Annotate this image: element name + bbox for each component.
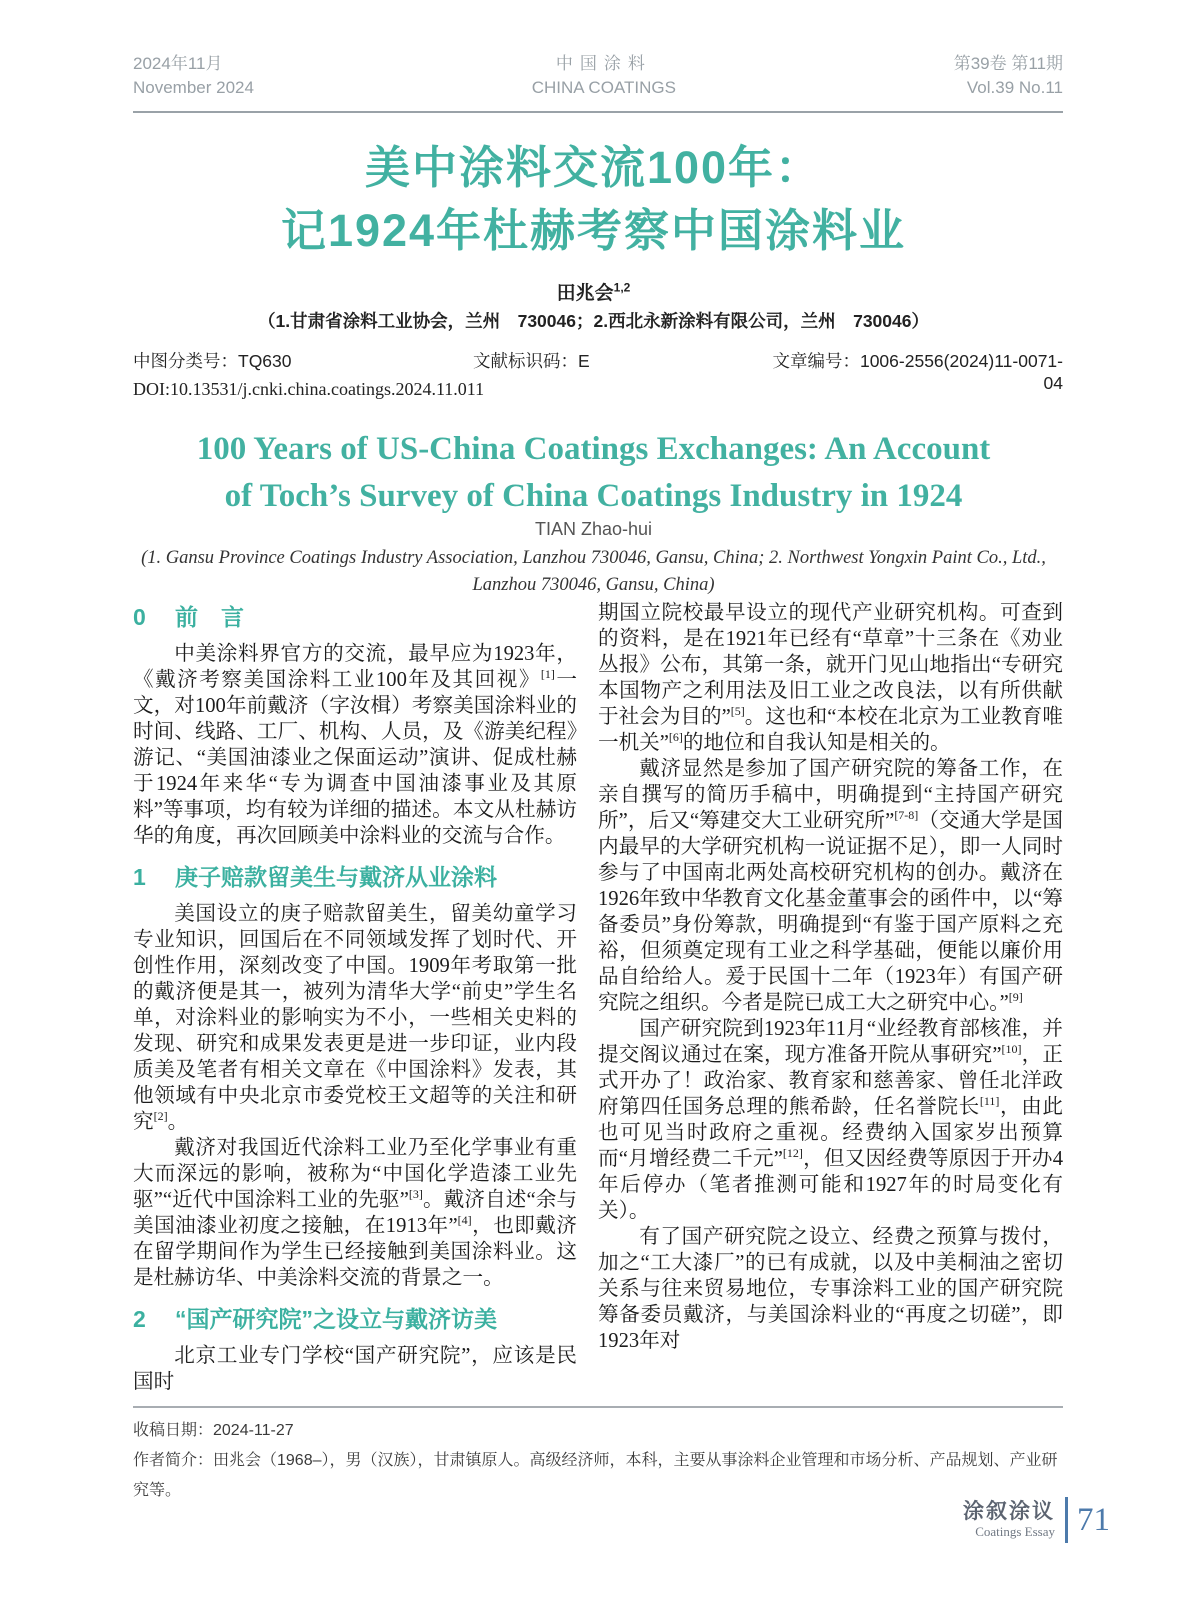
section-number: 1 xyxy=(133,864,146,890)
paragraph: 戴济对我国近代涂料工业乃至化学事业有重大而深远的影响，被称为“中国化学造漆工业先驱”“近代中国涂料工业的先驱”[3]。戴济自述“余与美国油漆业初度之接触，在1913年”[4]，也即戴济在留学期间作为学生已经接触到美国涂料业。这是杜赫访华、中美涂料交流的背景之一。 xyxy=(133,1137,578,1289)
article-title-cn-line1: 美中涂料交流100年： xyxy=(364,142,823,193)
paragraph: 美国设立的庚子赔款留美生，留美幼童学习专业知识，回国后在不同领域发挥了划时代、开创性作用，深刻改变了中国。1909年考取第一批的戴济便是其一，被列为清华大学“前史”学生名单，对涂料业的影响实为不小，一些相关史料的发现、研究和成果发表更是进一步印证，业内段质美及笔者有相关文章在《中国涂料》发表，其他领域有中央北京市委党校王文超等的关注和研究[2]。 xyxy=(133,903,577,1133)
page-number: 71 xyxy=(1077,1501,1110,1538)
author-affil-sup: 1,2 xyxy=(613,280,631,295)
section-title: 前 言 xyxy=(175,604,244,630)
author-cn xyxy=(0,278,1187,305)
meta-doc-code: 文献标识码：E xyxy=(473,351,590,371)
author-bio: 作者简介：田兆会（1968–），男（汉族），甘肃镇原人。高级经济师，本科，主要从事涂料企业管理和市场分析、产品规划、产业研究等。 xyxy=(133,1452,1058,1499)
column-label xyxy=(963,1500,1055,1540)
section-number: 0 xyxy=(133,604,146,630)
section-heading-2 xyxy=(133,1304,577,1334)
date-cn: 2024年11月 xyxy=(133,54,223,73)
section-title: “国产研究院”之设立与戴济访美 xyxy=(175,1306,497,1332)
journal-name-en: CHINA COATINGS xyxy=(531,78,676,97)
article-title-cn xyxy=(0,136,1187,262)
header-divider xyxy=(133,111,1063,113)
running-head-journal xyxy=(532,52,676,100)
paragraph: 戴济显然是参加了国产研究院的筹备工作，在亲自撰写的简历手稿中，明确提到“主持国产研究所”，后又“筹建交大工业研究所”[7-8]（交通大学是国内最早的大学研究机构一说证据不足），即一人同时参与了中国南北两处高校研究机构的创办。戴济在1926年致中华教育文化基金董事会的函件中，以“筹备委员”身份筹款，明确提到“有鉴于国产原料之充裕，但须奠定现有工业之科学基础，便能以廉价用品自给给人。爰于民国十二年（1923年）有国产研究院之组织。今者是院已成工大之研究中心。”[9] xyxy=(598,758,1064,1014)
affiliation-cn: （1.甘肃省涂料工业协会，兰州 730046；2.西北永新涂料有限公司，兰州 730046） xyxy=(258,311,929,331)
author-name-cn: 田兆会 xyxy=(556,283,614,304)
paragraph: 国产研究院到1923年11月“业经教育部核准，并提交阁议通过在案，现方准备开院从事研究”[10]，正式开办了！政治家、教育家和慈善家、曾任北洋政府第四任国务总理的熊希龄，任名誉院长[11]，由此也可见当时政府之重视。经费纳入国家岁出预算而“月增经费二千元”[12]，但又因经费等原因于开办4年后停办（笔者推测可能和1927年的时局变化有关）。 xyxy=(598,1018,1064,1222)
body-column-left xyxy=(133,600,577,1395)
journal-name-cn: 中国涂料 xyxy=(555,54,652,73)
article-title-cn-line2: 记1924年杜赫考察中国涂料业 xyxy=(280,205,907,256)
affiliation-en-line1: (1. Gansu Province Coatings Industry Association, Lanzhou 730046, Gansu, China; 2. Northwest Yongxin Paint Co., Ltd., xyxy=(141,548,1046,568)
affiliation-en xyxy=(0,545,1187,599)
section-title: 庚子赔款留美生与戴济从业涂料 xyxy=(175,864,497,890)
meta-article-no: 文章编号：1006-2556(2024)11-0071-04 xyxy=(772,351,1063,393)
author-en: TIAN Zhao-hui xyxy=(534,519,653,539)
affiliation-en-line2: Lanzhou 730046, Gansu, China) xyxy=(472,575,715,595)
running-head-date xyxy=(133,52,254,100)
issue-en: Vol.39 No.11 xyxy=(966,78,1063,97)
paragraph: 北京工业专门学校“国产研究院”，应该是民国时 xyxy=(133,1345,577,1393)
running-head-issue xyxy=(954,52,1063,100)
running-head xyxy=(133,52,1063,100)
footnotes xyxy=(133,1416,1063,1506)
date-en: November 2024 xyxy=(133,78,254,97)
meta-clc: 中图分类号：TQ630 xyxy=(133,351,292,371)
footnote-divider xyxy=(133,1406,1063,1408)
article-title-en-line1: 100 Years of US-China Coatings Exchanges: An Account xyxy=(196,431,991,467)
article-title-en-line2: of Toch’s Survey of China Coatings Industry in 1924 xyxy=(224,478,963,514)
article-title-en xyxy=(0,426,1187,520)
section-number: 2 xyxy=(133,1306,146,1332)
paragraph: 有了国产研究院之设立、经费之预算与拨付，加之“工大漆厂”的已有成就，以及中美桐油之密切关系与往来贸易地位，专事涂料工业的国产研究院筹备委员戴济，与美国涂料业的“再度之切磋”，即1923年对 xyxy=(598,1226,1063,1352)
section-heading-0 xyxy=(133,602,577,632)
page-marker-bar xyxy=(1065,1497,1068,1543)
received-date: 收稿日期：2024-11-27 xyxy=(133,1422,294,1439)
issue-cn: 第39卷 第11期 xyxy=(953,54,1063,73)
column-label-cn: 涂叙涂议 xyxy=(963,1500,1055,1523)
meta-doi: DOI:10.13531/j.cnki.china.coatings.2024.11.011 xyxy=(133,379,485,399)
page-marker xyxy=(930,1497,1110,1543)
body-column-right xyxy=(598,600,1063,1354)
paragraph: 中美涂料界官方的交流，最早应为1923年，《戴济考察美国涂料工业100年及其回视》[1]一文，对100年前戴济（字汝楫）考察美国涂料业的时间、线路、工厂、机构、人员，及《游美纪程》游记、“美国油漆业之保面运动”演讲、促成杜赫于1924年来华“专为调查中国油漆事业及其原料”等事项，均有较为详细的描述。本文从杜赫访华的角度，再次回顾美中涂料业的交流与合作。 xyxy=(133,643,578,847)
paragraph: 期国立院校最早设立的现代产业研究机构。可查到的资料，是在1921年已经有“草章”十三条在《劝业丛报》公布，其第一条，就开门见山地指出“专研究本国物产之利用法及旧工业之改良法，以有所供献于社会为目的”[5]。这也和“本校在北京为工业教育唯一机关”[6]的地位和自我认知是相关的。 xyxy=(598,602,1064,754)
column-label-en: Coatings Essay xyxy=(975,1524,1055,1539)
section-heading-1 xyxy=(133,862,577,892)
